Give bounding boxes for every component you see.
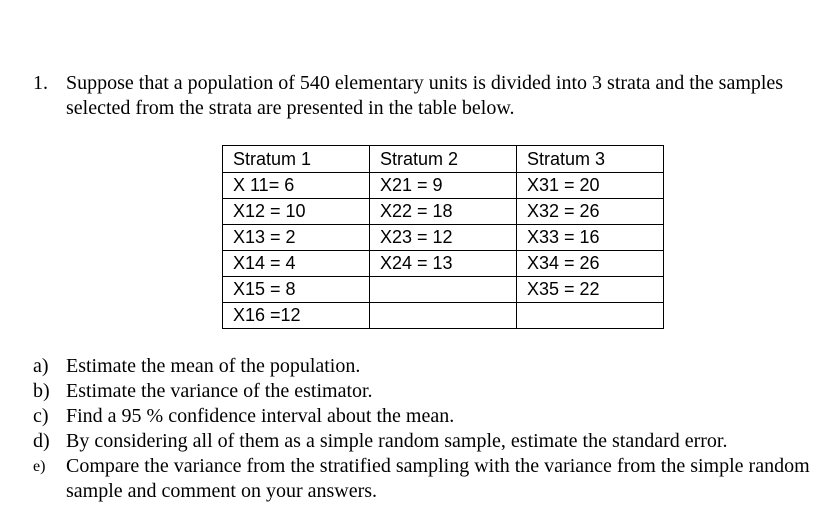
part-text: Estimate the variance of the estimator. [66,380,373,402]
table-cell: X14 = 4 [223,251,370,277]
table-cell: X31 = 20 [517,173,664,199]
table-cell: X16 =12 [223,303,370,329]
table-cell [370,277,517,303]
part-letter: a) [33,355,49,377]
header-stratum-1: Stratum 1 [223,146,370,173]
table-row [223,277,664,303]
part-text: Estimate the mean of the population. [66,355,361,377]
part-text: Find a 95 % confidence interval about the mean. [66,405,455,427]
part-letter: d) [33,430,50,452]
part-letter: b) [33,380,50,402]
table-row [223,303,664,329]
question-number: 1. [33,72,48,94]
table-cell: X33 = 16 [517,225,664,251]
table-row [223,251,664,277]
sub-questions-list [33,354,813,504]
part-letter: e) [33,458,46,475]
table-row [223,199,664,225]
table-cell: X34 = 26 [517,251,664,277]
strata-table [222,145,664,329]
table-cell: X35 = 22 [517,277,664,303]
list-item [33,354,813,379]
question-text: Suppose that a population of 540 elementary units is divided into 3 strata and the samples selected from the strata are presented in the table below. [66,72,784,119]
header-stratum-2: Stratum 2 [370,146,517,173]
list-item [33,429,813,454]
part-letter: c) [33,405,49,427]
list-item [33,404,813,429]
question-1 [33,71,793,121]
table-cell: X 11= 6 [223,173,370,199]
table-cell: X24 = 13 [370,251,517,277]
table-cell [370,303,517,329]
table-cell: X12 = 10 [223,199,370,225]
table-header-row [223,146,664,173]
table-cell: X21 = 9 [370,173,517,199]
table-cell: X32 = 26 [517,199,664,225]
table-cell: X13 = 2 [223,225,370,251]
list-item [33,379,813,404]
table-cell: X15 = 8 [223,277,370,303]
table-row [223,225,664,251]
part-text: Compare the variance from the stratified sampling with the variance from the simple random sample and comment on your answers. [66,455,810,502]
table-cell [517,303,664,329]
table-cell: X23 = 12 [370,225,517,251]
part-text: By considering all of them as a simple random sample, estimate the standard error. [66,430,728,452]
header-stratum-3: Stratum 3 [517,146,664,173]
table-row [223,173,664,199]
table-cell: X22 = 18 [370,199,517,225]
list-item [33,454,813,504]
